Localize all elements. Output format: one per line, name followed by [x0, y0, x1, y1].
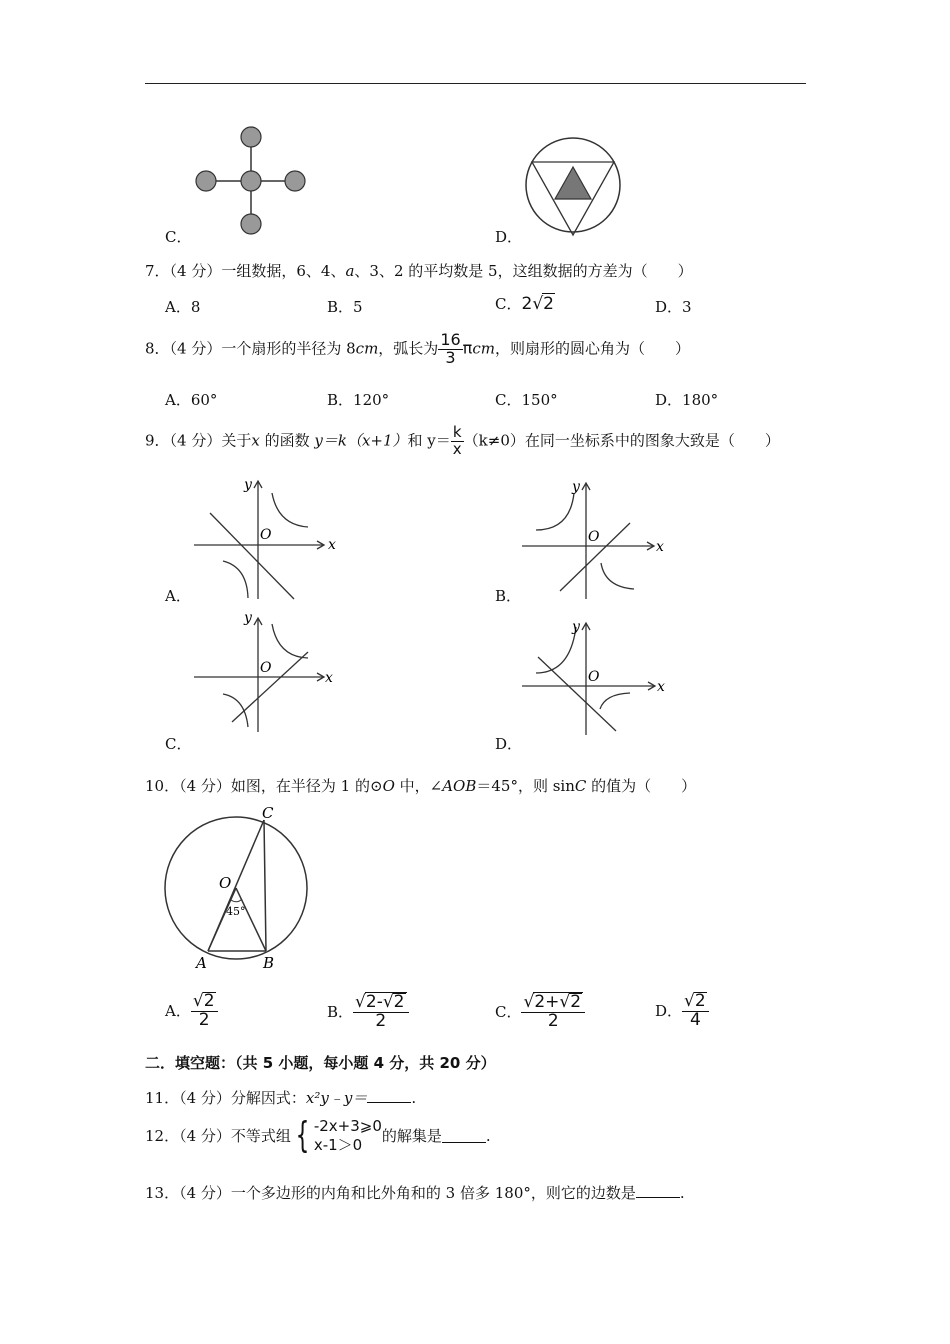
- q10-option-c: C． √ 2+ √ 2 2: [495, 992, 585, 1031]
- q12-stem: 12．（4 分）不等式组 { -2x+3⩾0 x-1＞0 的解集是 .: [145, 1114, 491, 1156]
- svg-text:B: B: [263, 954, 275, 972]
- q9-graph-b: [518, 475, 668, 603]
- section-2-heading: 二．填空题：（共 5 小题，每小题 4 分，共 20 分）: [145, 1054, 496, 1072]
- q10-stem: 10．（4 分）如图，在半径为 1 的⊙O 中，∠AOB＝45°，则 sinC 的值为（ ）: [145, 777, 697, 795]
- svg-text:x: x: [325, 670, 333, 686]
- svg-text:y: y: [572, 619, 580, 635]
- svg-text:O: O: [588, 669, 600, 685]
- q9-option-a-label: A．: [165, 587, 191, 605]
- q9-option-c-label: C．: [165, 735, 192, 753]
- q13-answer-blank: [636, 1183, 680, 1198]
- q7-option-d: D．3: [655, 298, 692, 316]
- svg-text:O: O: [219, 874, 232, 892]
- q6-figure-c: [190, 125, 310, 240]
- q6-option-c-label: C．: [165, 228, 192, 246]
- q6-option-d-label: D．: [495, 228, 523, 246]
- origin-label: O: [260, 527, 272, 543]
- q7-option-c: C．2 √ 2: [495, 294, 554, 314]
- q10-option-b: B． √ 2- √ 2 2: [327, 992, 409, 1031]
- header-rule: [145, 83, 806, 84]
- svg-text:y: y: [572, 479, 580, 495]
- svg-text:y: y: [244, 610, 252, 626]
- q7-option-a: A．8: [165, 298, 201, 316]
- q6-figure-d: [525, 137, 625, 237]
- q8-option-a: A．60°: [165, 391, 218, 409]
- q8-option-d: D．180°: [655, 391, 719, 409]
- svg-text:O: O: [588, 529, 600, 545]
- q10-circle-figure: [160, 800, 320, 975]
- q9-graph-d: [518, 615, 668, 740]
- q12-answer-blank: [442, 1128, 486, 1143]
- svg-text:A: A: [196, 954, 207, 972]
- q10-option-a: A． √ 2 2: [165, 992, 218, 1030]
- q10-option-d: D． √ 2 4: [655, 992, 709, 1030]
- q9-graph-a: [190, 475, 340, 603]
- q9-option-d-label: D．: [495, 735, 523, 753]
- q8-stem: 8．（4 分）一个扇形的半径为 8cm，弧长为 $\frac{16}{3}$ πcm，则扇形的圆心角为（ ）: [145, 330, 690, 367]
- svg-text:45°: 45°: [226, 905, 246, 918]
- svg-text:x: x: [656, 539, 664, 555]
- q13-stem: 13．（4 分）一个多边形的内角和比外角和的 3 倍多 180°，则它的边数是 .: [145, 1184, 685, 1202]
- axis-x-label: x: [328, 537, 336, 553]
- svg-text:x: x: [657, 679, 665, 695]
- axis-y-label: y: [244, 477, 252, 493]
- q9-graph-c: [190, 612, 340, 737]
- q11-stem: 11．（4 分）分解因式：x²y﹣y＝ .: [145, 1089, 417, 1107]
- svg-text:C: C: [262, 804, 274, 822]
- q9-stem: 9．（4 分）关于x 的函数 y＝k（x+1）和 y＝ $\frac{k}{x}$ （k≠0）在同一坐标系中的图象大致是（ ）: [145, 423, 780, 458]
- q8-option-b: B．120°: [327, 391, 390, 409]
- svg-text:O: O: [260, 660, 272, 676]
- q9-option-b-label: B．: [495, 587, 522, 605]
- q8-option-c: C．150°: [495, 391, 558, 409]
- q7-stem: 7．（4 分）一组数据，6、4、a、3、2 的平均数是 5，这组数据的方差为（ ）: [145, 262, 693, 280]
- q7-option-b: B．5: [327, 298, 363, 316]
- q11-answer-blank: [367, 1088, 411, 1103]
